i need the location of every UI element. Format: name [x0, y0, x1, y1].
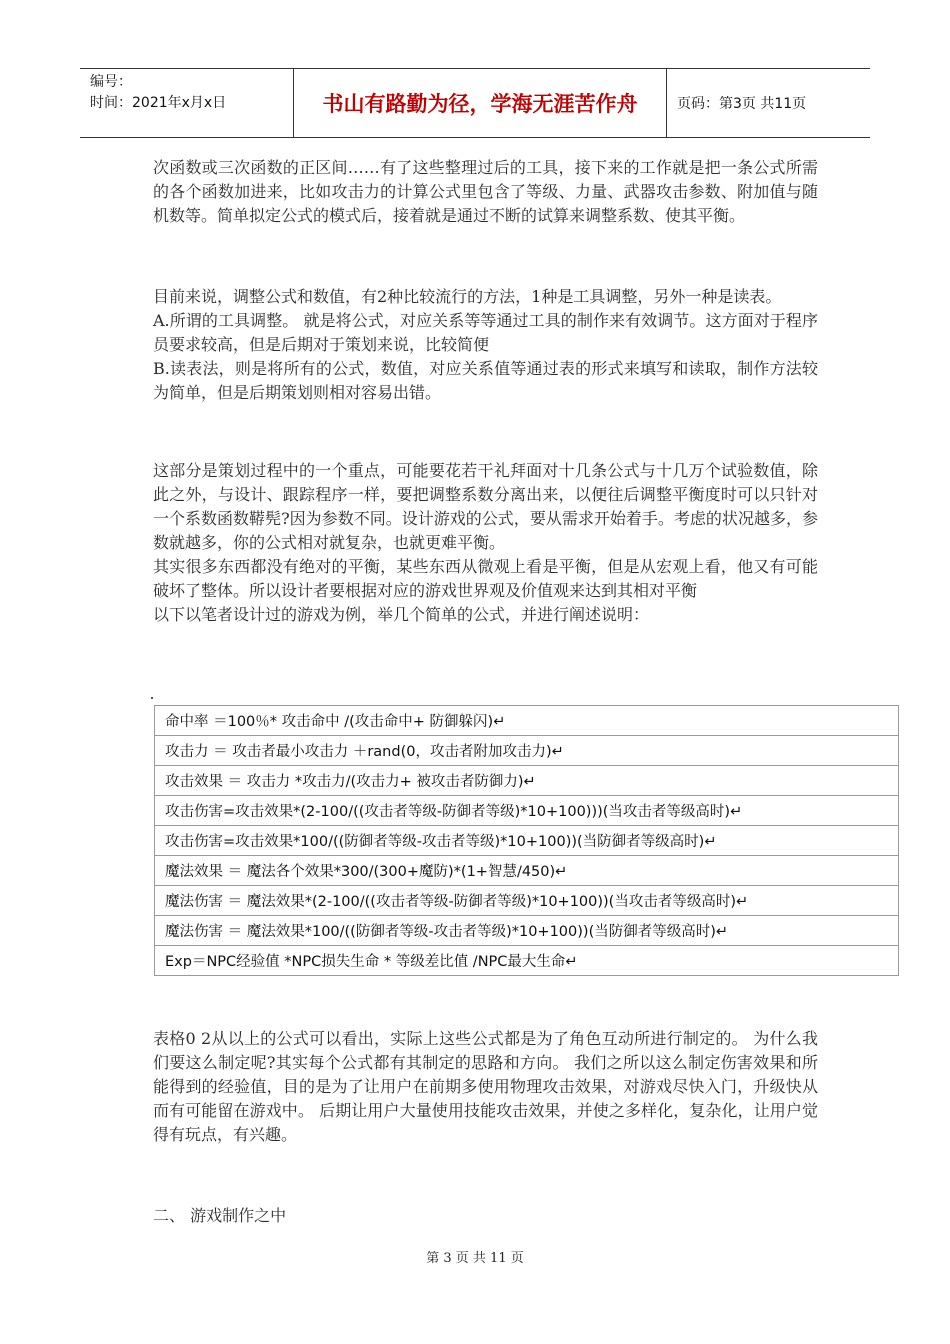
table-row: [155, 736, 899, 766]
formula-cell: Exp＝NPC经验值 *NPC损失生命 * 等级差比值 /NPC最大生命↵: [155, 946, 899, 976]
paragraph: 以下以笔者设计过的游戏为例，举几个简单的公式，并进行阐述说明：: [153, 605, 650, 624]
formula-cell: 魔法效果 ＝ 魔法各个效果*300/(300+魔防)*(1+智慧/450)↵: [155, 856, 899, 886]
formula-cell: 攻击伤害=攻击效果*(2-100/((攻击者等级-防御者等级)*10+100)))(当攻击者等级高时)↵: [155, 796, 899, 826]
table-row: [155, 886, 899, 916]
formula-cell: 攻击力 ＝ 攻击者最小攻击力 ＋rand(0，攻击者附加攻击力)↵: [155, 736, 899, 766]
table-row: [155, 796, 899, 826]
page-footer: 第 3 页 共 11 页: [426, 1251, 524, 1266]
text-block-explanation: [153, 1027, 818, 1147]
page-header: [80, 68, 870, 138]
paragraph-method-b: B.读表法，则是将所有的公式，数值，对应关系值等通过表的形式来填写和读取，制作方法较为简单，但是后期策划则相对容易出错。: [153, 359, 818, 402]
table-row: [155, 916, 899, 946]
text-block-balance: [153, 459, 818, 627]
paragraph: 这部分是策划过程中的一个重点，可能要花若干礼拜面对十几条公式与十几万个试验数值，除此之外，与设计、跟踪程序一样，要把调整系数分离出来，以便往后调整平衡度时可以只针对一个系数函数鞯髡?因为参数不同。设计游戏的公式，要从需求开始着手。考虑的状况越多，参数就越多，你的公式相对就复杂，也就更难平衡。: [153, 461, 818, 552]
header-page-number: 页码：第3页 共11页: [677, 96, 807, 112]
paragraph: 目前来说，调整公式和数值，有2种比较流行的方法，1种是工具调整，另外一种是读表。: [153, 287, 782, 306]
table-anchor-mark: [151, 697, 153, 699]
table-row: [155, 856, 899, 886]
formula-table: [154, 705, 899, 976]
table-row: [155, 766, 899, 796]
document-date: 时间：2021年x月x日: [90, 95, 227, 111]
formula-cell: 魔法伤害 ＝ 魔法效果*100/((防御者等级-攻击者等级)*10+100))(当防御者等级高时)↵: [155, 916, 899, 946]
paragraph: 其实很多东西都没有绝对的平衡，某些东西从微观上看是平衡，但是从宏观上看，他又有可能破坏了整体。所以设计者要根据对应的游戏世界观及价值观来达到其相对平衡: [153, 557, 818, 600]
table-row: [155, 706, 899, 736]
text-block-top: [153, 156, 818, 228]
table-row: [155, 826, 899, 856]
text-block-methods: [153, 285, 818, 405]
table-row: [155, 946, 899, 976]
formula-cell: 攻击效果 ＝ 攻击力 *攻击力/(攻击力+ 被攻击者防御力)↵: [155, 766, 899, 796]
header-meta: [80, 69, 294, 137]
formula-cell: 魔法伤害 ＝ 魔法效果*(2-100/((攻击者等级-防御者等级)*10+100))(当攻击者等级高时)↵: [155, 886, 899, 916]
formula-cell: 攻击伤害=攻击效果*100/((防御者等级-攻击者等级)*10+100))(当防御者等级高时)↵: [155, 826, 899, 856]
paragraph: 表格0 2从以上的公式可以看出，实际上这些公式都是为了角色互动所进行制定的。 为什么我们要这么制定呢?其实每个公式都有其制定的思路和方向。 我们之所以这么制定伤害效果和所能得到的经验值，目的是为了让用户在前期多使用物理攻击效果，对游戏尽快入门，升级快从而有可能留在游戏中。 后期让用户大量使用技能攻击效果，并使之多样化，复杂化，让用户觉得有玩点，有兴趣。: [153, 1029, 818, 1144]
formula-cell: 命中率 ＝100％* 攻击命中 /(攻击命中+ 防御躲闪)↵: [155, 706, 899, 736]
section-heading: 二、 游戏制作之中: [153, 1206, 287, 1225]
header-motto: 书山有路勤为径，学海无涯苦作舟: [294, 69, 667, 137]
paragraph: 次函数或三次函数的正区间……有了这些整理过后的工具，接下来的工作就是把一条公式所需的各个函数加进来，比如攻击力的计算公式里包含了等级、力量、武器攻击参数、附加值与随机数等。简单拟定公式的模式后，接着就是通过不断的试算来调整系数、使其平衡。: [153, 158, 818, 225]
paragraph-method-a: A.所谓的工具调整。 就是将公式，对应关系等等通过工具的制作来有效调节。这方面对于程序员要求较高，但是后期对于策划来说，比较简便: [153, 311, 818, 354]
document-number-label: 编号：: [90, 74, 132, 90]
